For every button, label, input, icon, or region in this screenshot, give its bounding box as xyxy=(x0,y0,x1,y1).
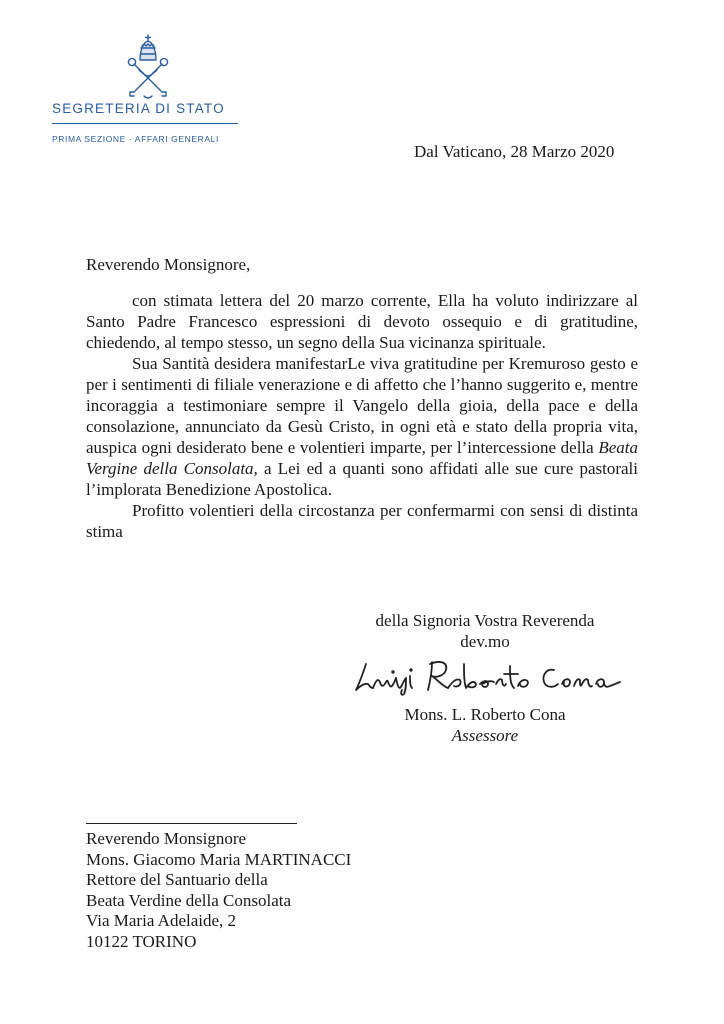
body-paragraph-1: con stimata lettera del 20 marzo corrente, Ella ha voluto indirizzare al Santo Padre Francesco espressioni di devoto ossequio e di gratitudine, chiedendo, al tempo stesso, un segno della Sua vicinanza spirituale. xyxy=(86,291,638,352)
address-line-1: Reverendo Monsignore xyxy=(86,829,247,848)
handwritten-signature xyxy=(340,650,630,698)
address-line-5: Via Maria Adelaide, 2 xyxy=(86,911,237,930)
salutation: Reverendo Monsignore, xyxy=(86,255,251,274)
closing-line-1: della Signoria Vostra Reverenda xyxy=(375,611,595,630)
signatory-role: Assessore xyxy=(451,726,519,745)
body-paragraph-2-italic: Beata Vergine della Consolata, xyxy=(86,438,639,478)
closing xyxy=(340,610,630,652)
letterhead-divider xyxy=(52,123,238,124)
address-divider xyxy=(86,823,297,824)
address-line-6: 10122 TORINO xyxy=(86,931,197,951)
body-paragraph-3: Profitto volentieri della circostanza per confermarmi con sensi di distinta stima xyxy=(86,501,638,541)
address-line-3: Rettore del Santuario della xyxy=(86,870,268,889)
papal-coat-of-arms-icon xyxy=(122,34,174,100)
body-paragraph-2 xyxy=(86,353,638,500)
body-paragraph-2-end: a Lei ed a quanti sono affidati alle sue cure pastorali l’implorata Benedizione Apostolica. xyxy=(86,459,638,499)
body-paragraph-2-start: Sua Santità desidera manifestarLe viva gratitudine per Kremuroso gesto e per i sentimenti di filiale venerazione e di affetto che l’hanno suggerito e, mentre incoraggia a testimoniare sempre il Vangelo della gioia, della pace e della consolazione, annunciato da Gesù Cristo, in ogni età e stato della propria vita, auspica ogni desiderato bene e volentieri imparte, per l’intercessione della xyxy=(86,354,638,457)
recipient-address xyxy=(86,829,351,952)
signatory xyxy=(340,704,630,746)
address-line-4: Beata Verdine della Consolata xyxy=(86,890,292,910)
office-section: PRIMA SEZIONE · AFFARI GENERALI xyxy=(52,134,219,144)
office-name: SEGRETERIA DI STATO xyxy=(52,101,225,116)
closing-line-2: dev.mo xyxy=(460,632,510,651)
letter-body xyxy=(86,290,638,542)
address-line-2: Mons. Giacomo Maria MARTINACCI xyxy=(86,849,352,869)
signatory-name: Mons. L. Roberto Cona xyxy=(404,705,566,724)
date-line: Dal Vaticano, 28 Marzo 2020 xyxy=(414,142,615,161)
